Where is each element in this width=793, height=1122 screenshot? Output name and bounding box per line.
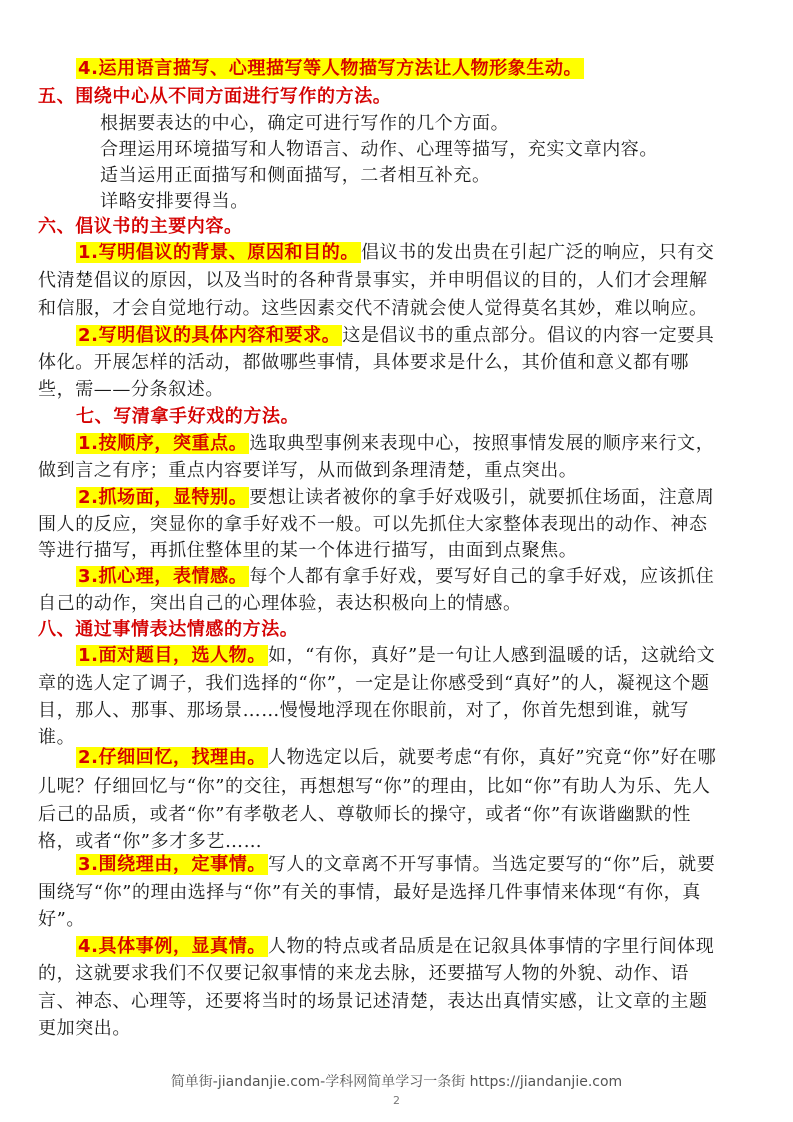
point-line (76, 485, 756, 511)
point-text: 选取典型事例来表现中心，按照事情发展的顺序来行文， (249, 433, 715, 454)
body-line: 和信服，才会自觉地行动。这些因素交代不清就会使人觉得莫名其妙，难以响应。 (38, 298, 708, 319)
highlighted-point: 2.仔细回忆，找理由。 (78, 747, 266, 768)
point-text: 每个人都有拿手好戏，要写好自己的拿手好戏，应该抓住 (249, 566, 715, 587)
footer-watermark: 简单街-jiandanjie.com-学科网简单学习一条街 https://jiandanjie.com (170, 1074, 623, 1090)
body-line: 自己的动作，突出自己的心理体验，表达积极向上的情感。 (38, 593, 522, 614)
point-text: 如，“有你，真好”是一句让人感到温暖的话，这就给文 (267, 645, 716, 666)
highlighted-point: 2.写明倡议的具体内容和要求。 (78, 325, 341, 346)
body-line: 言、神态、心理等，还要将当时的场景记述清楚，表达出真情实感，让文章的主题 (38, 991, 708, 1012)
body-line: 围绕写“你”的理由选择与“你”有关的事情，最好是选择几件事情来体现“有你，真 (38, 882, 701, 903)
highlighted-point: 1.按顺序，突重点。 (78, 433, 248, 454)
highlighted-point: 1.写明倡议的背景、原因和目的。 (78, 242, 359, 263)
highlighted-point: 4.运用语言描写、心理描写等人物描写方法让人物形象生动。 (78, 58, 583, 79)
point-line (76, 745, 756, 771)
point-line (76, 323, 756, 349)
body-line: 格，或者“你”多才多艺…… (38, 831, 263, 852)
body-line: 的，这就要求我们不仅要记叙事情的来龙去脉，还要描写人物的外貌、动作、语 (38, 963, 689, 984)
page-number: 2 (393, 1094, 400, 1107)
body-line: 等进行描写，再抓住整体里的某一个体进行描写，由面到点聚焦。 (38, 540, 578, 561)
highlighted-point: 3.抓心理，表情感。 (78, 566, 248, 587)
point-text: 要想让读者被你的拿手好戏吸引，就要抓住场面，注意周 (249, 487, 715, 508)
body-line: 合理运用环境描写和人物语言、动作、心理等描写，充实文章内容。 (100, 139, 658, 160)
body-line: 些，需——分条叙述。 (38, 379, 224, 400)
point-line (76, 852, 756, 878)
highlighted-point: 1.面对题目，选人物。 (78, 645, 266, 666)
point-text: 倡议书的发出贵在引起广泛的响应，只有交 (360, 242, 715, 263)
section-heading-6: 六、倡议书的主要内容。 (38, 216, 243, 237)
body-line: 做到言之有序；重点内容要详写，从而做到条理清楚，重点突出。 (38, 460, 578, 481)
body-line: 好”。 (38, 909, 86, 930)
highlighted-point: 2.抓场面，显特别。 (78, 487, 248, 508)
section-heading-8: 八、通过事情表达情感的方法。 (38, 619, 299, 640)
body-line: 谁。 (38, 727, 76, 748)
section-heading-5: 五、围绕中心从不同方面进行写作的方法。 (38, 86, 392, 107)
body-line: 儿呢？仔细回忆与“你”的交往，再想想写“你”的理由，比如“你”有助人为乐、先人 (38, 776, 711, 797)
point-text: 人物的特点或者品质是在记叙具体事情的字里行间体现 (267, 936, 715, 957)
highlighted-point: 4.具体事例，显真情。 (78, 936, 266, 957)
point-line (76, 934, 756, 960)
point-line (76, 431, 756, 457)
point-line (76, 643, 756, 669)
point-text: 写人的文章离不开写事情。当选定要写的“你”后，就要 (267, 854, 716, 875)
point-line (76, 564, 756, 590)
body-line: 目，那人、那事、那场景……慢慢地浮现在你眼前，对了，你首先想到谁，就写 (38, 700, 689, 721)
body-line: 代清楚倡议的原因，以及当时的各种背景事实，并申明倡议的目的，人们才会理解 (38, 270, 708, 291)
body-line: 更加突出。 (38, 1018, 131, 1039)
highlighted-point: 3.围绕理由，定事情。 (78, 854, 266, 875)
body-line: 详略安排要得当。 (100, 191, 249, 212)
point-text: 这是倡议书的重点部分。倡议的内容一定要具 (342, 325, 715, 346)
body-line: 根据要表达的中心，确定可进行写作的几个方面。 (100, 113, 510, 134)
body-line: 适当运用正面描写和侧面描写，二者相互补充。 (100, 165, 491, 186)
body-line: 后己的品质，或者“你”有孝敬老人、尊敬师长的操守，或者“你”有诙谐幽默的性 (38, 804, 692, 825)
body-line: 体化。开展怎样的活动，都做哪些事情，具体要求是什么，其价值和意义都有哪 (38, 352, 689, 373)
body-line: 围人的反应，突显你的拿手好戏不一般。可以先抓住大家整体表现出的动作、神态 (38, 514, 708, 535)
section-heading-7: 七、写清拿手好戏的方法。 (76, 406, 300, 427)
line-01 (76, 56, 756, 82)
point-text: 人物选定以后，就要考虑“有你，真好”究竟“你”好在哪 (267, 747, 717, 768)
body-line: 章的选人定了调子，我们选择的“你”，一定是让你感受到“真好”的人，凝视这个题 (38, 673, 710, 694)
point-line (76, 240, 756, 266)
